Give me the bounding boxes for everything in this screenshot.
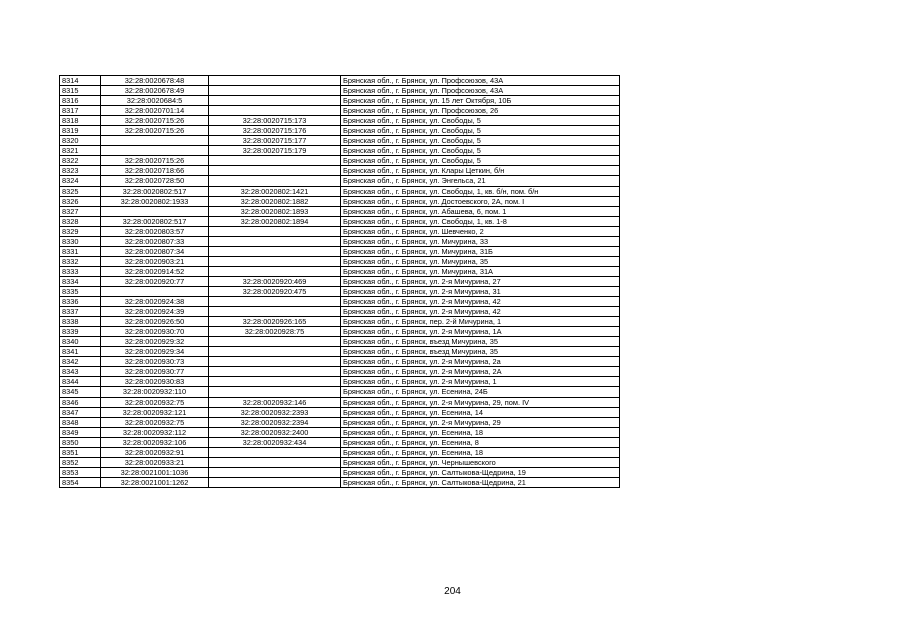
cadastral-number-cell: 32:28:0020678:48 [101, 76, 209, 86]
registry-table [59, 75, 620, 488]
cadastral-number-cell: 32:28:0020728:50 [101, 176, 209, 186]
table-row [60, 286, 620, 296]
related-cadastral-number-cell [209, 457, 341, 467]
table-row [60, 417, 620, 427]
cadastral-number-cell [101, 206, 209, 216]
cadastral-number-cell: 32:28:0020926:50 [101, 317, 209, 327]
related-cadastral-number-cell [209, 96, 341, 106]
table-row [60, 307, 620, 317]
related-cadastral-number-cell: 32:28:0020802:1882 [209, 196, 341, 206]
address-cell: Брянская обл., г. Брянск, ул. Салтыкова-Щедрина, 19 [341, 467, 620, 477]
cadastral-number-cell [101, 136, 209, 146]
table-row [60, 256, 620, 266]
table-row [60, 407, 620, 417]
related-cadastral-number-cell [209, 266, 341, 276]
cadastral-number-cell: 32:28:0020920:77 [101, 276, 209, 286]
related-cadastral-number-cell: 32:28:0020920:475 [209, 286, 341, 296]
cadastral-number-cell: 32:28:0020802:1933 [101, 196, 209, 206]
cadastral-number-cell: 32:28:0020929:32 [101, 337, 209, 347]
row-number-cell: 8316 [60, 96, 101, 106]
related-cadastral-number-cell [209, 226, 341, 236]
row-number-cell: 8323 [60, 166, 101, 176]
row-number-cell: 8333 [60, 266, 101, 276]
row-number-cell: 8339 [60, 327, 101, 337]
related-cadastral-number-cell: 32:28:0020715:176 [209, 126, 341, 136]
table-row [60, 467, 620, 477]
row-number-cell: 8340 [60, 337, 101, 347]
address-cell: Брянская обл., г. Брянск, ул. Мичурина, 33 [341, 236, 620, 246]
cadastral-number-cell: 32:28:0020718:66 [101, 166, 209, 176]
related-cadastral-number-cell [209, 367, 341, 377]
related-cadastral-number-cell [209, 246, 341, 256]
related-cadastral-number-cell: 32:28:0020932:146 [209, 397, 341, 407]
related-cadastral-number-cell: 32:28:0020932:2393 [209, 407, 341, 417]
address-cell: Брянская обл., г. Брянск, ул. Салтыкова-Щедрина, 21 [341, 477, 620, 487]
address-cell: Брянская обл., г. Брянск, ул. Чернышевского [341, 457, 620, 467]
address-cell: Брянская обл., г. Брянск, ул. Энгельса, 21 [341, 176, 620, 186]
related-cadastral-number-cell: 32:28:0020802:1894 [209, 216, 341, 226]
related-cadastral-number-cell [209, 387, 341, 397]
table-row [60, 226, 620, 236]
table-row [60, 357, 620, 367]
table-row [60, 437, 620, 447]
table-row [60, 106, 620, 116]
row-number-cell: 8320 [60, 136, 101, 146]
table-row [60, 297, 620, 307]
cadastral-number-cell: 32:28:0020807:34 [101, 246, 209, 256]
table-row [60, 377, 620, 387]
row-number-cell: 8330 [60, 236, 101, 246]
address-cell: Брянская обл., г. Брянск, ул. Свободы, 1, кв. 1-8 [341, 216, 620, 226]
address-cell: Брянская обл., г. Брянск, ул. Есенина, 8 [341, 437, 620, 447]
cadastral-number-cell: 32:28:0020715:26 [101, 126, 209, 136]
row-number-cell: 8326 [60, 196, 101, 206]
row-number-cell: 8345 [60, 387, 101, 397]
row-number-cell: 8334 [60, 276, 101, 286]
row-number-cell: 8353 [60, 467, 101, 477]
row-number-cell: 8344 [60, 377, 101, 387]
address-cell: Брянская обл., г. Брянск, ул. Есенина, 18 [341, 427, 620, 437]
table-row [60, 76, 620, 86]
table-row [60, 146, 620, 156]
table-row [60, 176, 620, 186]
cadastral-number-cell: 32:28:0021001:1262 [101, 477, 209, 487]
address-cell: Брянская обл., г. Брянск, ул. Абашева, 6, пом. 1 [341, 206, 620, 216]
row-number-cell: 8321 [60, 146, 101, 156]
row-number-cell: 8349 [60, 427, 101, 437]
related-cadastral-number-cell [209, 467, 341, 477]
related-cadastral-number-cell: 32:28:0020715:173 [209, 116, 341, 126]
table-row [60, 317, 620, 327]
address-cell: Брянская обл., г. Брянск, ул. Профсоюзов, 43А [341, 86, 620, 96]
related-cadastral-number-cell [209, 347, 341, 357]
table-row [60, 337, 620, 347]
row-number-cell: 8319 [60, 126, 101, 136]
address-cell: Брянская обл., г. Брянск, ул. 2-я Мичурина, 1 [341, 377, 620, 387]
table-row [60, 427, 620, 437]
address-cell: Брянская обл., г. Брянск, ул. Свободы, 5 [341, 156, 620, 166]
address-cell: Брянская обл., г. Брянск, ул. Клары Цеткин, б/н [341, 166, 620, 176]
row-number-cell: 8327 [60, 206, 101, 216]
cadastral-number-cell: 32:28:0020932:121 [101, 407, 209, 417]
table-row [60, 216, 620, 226]
table-row [60, 276, 620, 286]
table-row [60, 136, 620, 146]
related-cadastral-number-cell: 32:28:0020928:75 [209, 327, 341, 337]
related-cadastral-number-cell: 32:28:0020802:1893 [209, 206, 341, 216]
cadastral-number-cell: 32:28:0020929:34 [101, 347, 209, 357]
related-cadastral-number-cell: 32:28:0020715:177 [209, 136, 341, 146]
related-cadastral-number-cell [209, 377, 341, 387]
cadastral-number-cell: 32:28:0020678:49 [101, 86, 209, 96]
row-number-cell: 8315 [60, 86, 101, 96]
cadastral-number-cell: 32:28:0020932:91 [101, 447, 209, 457]
related-cadastral-number-cell: 32:28:0020932:2394 [209, 417, 341, 427]
related-cadastral-number-cell: 32:28:0020715:179 [209, 146, 341, 156]
related-cadastral-number-cell [209, 86, 341, 96]
table-row [60, 86, 620, 96]
row-number-cell: 8336 [60, 297, 101, 307]
row-number-cell: 8318 [60, 116, 101, 126]
row-number-cell: 8337 [60, 307, 101, 317]
cadastral-number-cell: 32:28:0020803:57 [101, 226, 209, 236]
address-cell: Брянская обл., г. Брянск, ул. Свободы, 5 [341, 116, 620, 126]
related-cadastral-number-cell [209, 337, 341, 347]
cadastral-number-cell: 32:28:0020932:75 [101, 397, 209, 407]
address-cell: Брянская обл., г. Брянск, ул. 2-я Мичурина, 29 [341, 417, 620, 427]
row-number-cell: 8352 [60, 457, 101, 467]
row-number-cell: 8314 [60, 76, 101, 86]
table-row [60, 387, 620, 397]
address-cell: Брянская обл., г. Брянск, ул. 2-я Мичурина, 29, пом. IV [341, 397, 620, 407]
cadastral-number-cell: 32:28:0020715:26 [101, 116, 209, 126]
address-cell: Брянская обл., г. Брянск, ул. Есенина, 24Б [341, 387, 620, 397]
address-cell: Брянская обл., г. Брянск, ул. Мичурина, 31А [341, 266, 620, 276]
address-cell: Брянская обл., г. Брянск, ул. 2-я Мичурина, 2а [341, 357, 620, 367]
address-cell: Брянская обл., г. Брянск, ул. 2-я Мичурина, 42 [341, 297, 620, 307]
table-row [60, 327, 620, 337]
table-row [60, 367, 620, 377]
address-cell: Брянская обл., г. Брянск, въезд Мичурина, 35 [341, 347, 620, 357]
related-cadastral-number-cell: 32:28:0020932:2400 [209, 427, 341, 437]
related-cadastral-number-cell: 32:28:0020802:1421 [209, 186, 341, 196]
row-number-cell: 8341 [60, 347, 101, 357]
related-cadastral-number-cell [209, 156, 341, 166]
cadastral-number-cell: 32:28:0020807:33 [101, 236, 209, 246]
related-cadastral-number-cell [209, 176, 341, 186]
address-cell: Брянская обл., г. Брянск, ул. 2-я Мичурина, 1А [341, 327, 620, 337]
table-row [60, 266, 620, 276]
row-number-cell: 8322 [60, 156, 101, 166]
address-cell: Брянская обл., г. Брянск, ул. Мичурина, 35 [341, 256, 620, 266]
related-cadastral-number-cell [209, 297, 341, 307]
table-row [60, 457, 620, 467]
cadastral-number-cell: 32:28:0020715:26 [101, 156, 209, 166]
table-row [60, 156, 620, 166]
row-number-cell: 8343 [60, 367, 101, 377]
address-cell: Брянская обл., г. Брянск, ул. Свободы, 5 [341, 136, 620, 146]
cadastral-number-cell: 32:28:0020802:517 [101, 216, 209, 226]
page-number: 204 [444, 586, 461, 597]
related-cadastral-number-cell [209, 447, 341, 457]
row-number-cell: 8335 [60, 286, 101, 296]
address-cell: Брянская обл., г. Брянск, ул. Есенина, 18 [341, 447, 620, 457]
address-cell: Брянская обл., г. Брянск, ул. Свободы, 1, кв. б/н, пом. б/н [341, 186, 620, 196]
address-cell: Брянская обл., г. Брянск, ул. 2-я Мичурина, 2А [341, 367, 620, 377]
row-number-cell: 8332 [60, 256, 101, 266]
cadastral-number-cell: 32:28:0020932:110 [101, 387, 209, 397]
address-cell: Брянская обл., г. Брянск, ул. Мичурина, 31Б [341, 246, 620, 256]
cadastral-number-cell: 32:28:0020930:73 [101, 357, 209, 367]
cadastral-number-cell: 32:28:0020914:52 [101, 266, 209, 276]
table-row [60, 116, 620, 126]
cadastral-number-cell: 32:28:0020684:5 [101, 96, 209, 106]
cadastral-number-cell: 32:28:0020924:39 [101, 307, 209, 317]
address-cell: Брянская обл., г. Брянск, ул. 2-я Мичурина, 42 [341, 307, 620, 317]
cadastral-number-cell: 32:28:0020930:77 [101, 367, 209, 377]
row-number-cell: 8346 [60, 397, 101, 407]
address-cell: Брянская обл., г. Брянск, ул. Свободы, 5 [341, 146, 620, 156]
cadastral-number-cell: 32:28:0020932:75 [101, 417, 209, 427]
row-number-cell: 8324 [60, 176, 101, 186]
row-number-cell: 8347 [60, 407, 101, 417]
row-number-cell: 8342 [60, 357, 101, 367]
table-row [60, 96, 620, 106]
related-cadastral-number-cell [209, 236, 341, 246]
table-row [60, 347, 620, 357]
row-number-cell: 8325 [60, 186, 101, 196]
address-cell: Брянская обл., г. Брянск, ул. Достоевского, 2А, пом. I [341, 196, 620, 206]
address-cell: Брянская обл., г. Брянск, въезд Мичурина, 35 [341, 337, 620, 347]
row-number-cell: 8317 [60, 106, 101, 116]
row-number-cell: 8329 [60, 226, 101, 236]
cadastral-number-cell [101, 146, 209, 156]
related-cadastral-number-cell [209, 76, 341, 86]
cadastral-number-cell: 32:28:0020802:517 [101, 186, 209, 196]
related-cadastral-number-cell [209, 357, 341, 367]
address-cell: Брянская обл., г. Брянск, ул. Есенина, 14 [341, 407, 620, 417]
row-number-cell: 8338 [60, 317, 101, 327]
related-cadastral-number-cell [209, 106, 341, 116]
table-row [60, 126, 620, 136]
address-cell: Брянская обл., г. Брянск, ул. 2-я Мичурина, 27 [341, 276, 620, 286]
table-row [60, 236, 620, 246]
table-row [60, 246, 620, 256]
related-cadastral-number-cell [209, 166, 341, 176]
related-cadastral-number-cell: 32:28:0020920:469 [209, 276, 341, 286]
table-row [60, 477, 620, 487]
cadastral-number-cell: 32:28:0020701:14 [101, 106, 209, 116]
address-cell: Брянская обл., г. Брянск, ул. 15 лет Октября, 10Б [341, 96, 620, 106]
related-cadastral-number-cell [209, 307, 341, 317]
cadastral-number-cell: 32:28:0020924:38 [101, 297, 209, 307]
related-cadastral-number-cell: 32:28:0020926:165 [209, 317, 341, 327]
cadastral-number-cell: 32:28:0021001:1036 [101, 467, 209, 477]
related-cadastral-number-cell [209, 256, 341, 266]
row-number-cell: 8350 [60, 437, 101, 447]
cadastral-number-cell: 32:28:0020930:70 [101, 327, 209, 337]
cadastral-number-cell: 32:28:0020930:83 [101, 377, 209, 387]
row-number-cell: 8351 [60, 447, 101, 457]
address-cell: Брянская обл., г. Брянск, ул. Шевченко, 2 [341, 226, 620, 236]
row-number-cell: 8354 [60, 477, 101, 487]
address-cell: Брянская обл., г. Брянск, пер. 2-й Мичурина, 1 [341, 317, 620, 327]
registry-table-body [60, 76, 620, 488]
related-cadastral-number-cell [209, 477, 341, 487]
address-cell: Брянская обл., г. Брянск, ул. 2-я Мичурина, 31 [341, 286, 620, 296]
cadastral-number-cell: 32:28:0020932:106 [101, 437, 209, 447]
row-number-cell: 8348 [60, 417, 101, 427]
address-cell: Брянская обл., г. Брянск, ул. Профсоюзов, 43А [341, 76, 620, 86]
related-cadastral-number-cell: 32:28:0020932:434 [209, 437, 341, 447]
cadastral-number-cell: 32:28:0020932:112 [101, 427, 209, 437]
table-row [60, 196, 620, 206]
table-row [60, 447, 620, 457]
cadastral-number-cell [101, 286, 209, 296]
address-cell: Брянская обл., г. Брянск, ул. Профсоюзов, 26 [341, 106, 620, 116]
cadastral-number-cell: 32:28:0020903:21 [101, 256, 209, 266]
row-number-cell: 8331 [60, 246, 101, 256]
cadastral-number-cell: 32:28:0020933:21 [101, 457, 209, 467]
address-cell: Брянская обл., г. Брянск, ул. Свободы, 5 [341, 126, 620, 136]
table-row [60, 166, 620, 176]
table-row [60, 186, 620, 196]
table-row [60, 206, 620, 216]
row-number-cell: 8328 [60, 216, 101, 226]
table-row [60, 397, 620, 407]
